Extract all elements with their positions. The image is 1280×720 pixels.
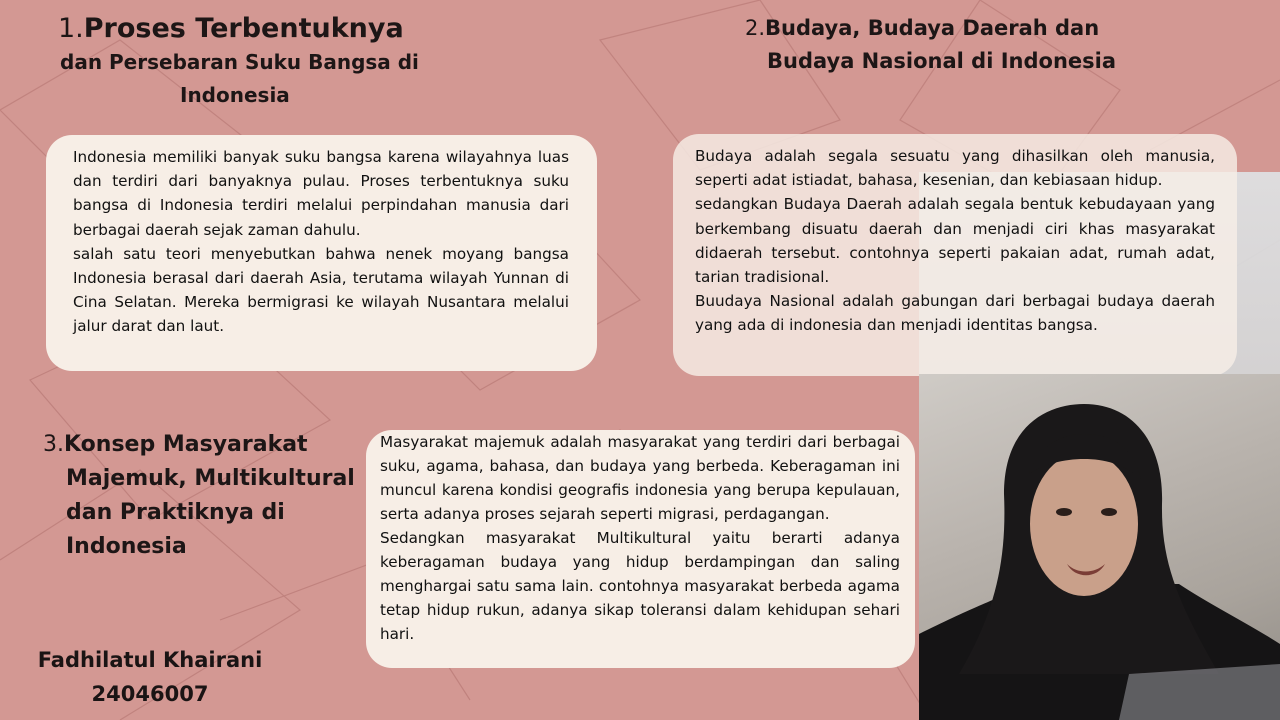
presenter-webcam [919, 374, 1280, 720]
section1-card [46, 135, 597, 371]
section1-paragraph1: Indonesia memiliki banyak suku bangsa karena wilayahnya luas dan terdiri dari banyaknya pulau. Proses terbentuknya suku bangsa di Indonesia terdiri melalui perpindahan manusia dari berbagai daerah sejak zaman dahulu. [73, 148, 569, 239]
section1-title-line1: Proses Terbentuknya [83, 13, 404, 44]
section1-title-line3: Indonesia [180, 83, 290, 107]
section3-title-line4: Indonesia [66, 534, 187, 559]
section3-card [366, 430, 915, 668]
author-name: Fadhilatul Khairani [37, 648, 263, 672]
author-id: 24046007 [91, 682, 209, 706]
section3-paragraph1: Masyarakat majemuk adalah masyarakat yang terdiri dari berbagai suku, agama, bahasa, dan budaya yang berbeda. Keberagaman ini muncul karena kondisi geografis indonesia yang berupa kepulauan, serta adanya proses sejarah seperti migrasi, perdagangan. [380, 433, 900, 523]
section3-title-line3: dan Praktiknya di [66, 500, 285, 525]
section1-number: 1. [58, 13, 84, 44]
presenter-figure [919, 374, 1280, 720]
section3-paragraph2: Sedangkan masyarakat Multikultural yaitu berarti adanya keberagaman budaya yang hidup berdampingan dan saling menghargai satu sama lain. contohnya masyarakat berbeda agama tetap hidup rukun, adanya sikap toleransi dalam kehidupan sehari hari. [380, 529, 900, 643]
section3-title [43, 428, 363, 564]
section3-number: 3. [43, 432, 64, 457]
section3-title-line2: Majemuk, Multikultural [66, 466, 355, 491]
section2-card [673, 134, 1237, 376]
section1-title-line2: dan Persebaran Suku Bangsa di [60, 50, 419, 74]
section2-title [745, 12, 1145, 78]
section2-title-line2: Budaya Nasional di Indonesia [767, 49, 1117, 73]
section2-paragraph2: sedangkan Budaya Daerah adalah segala bentuk kebudayaan yang berkembang disuatu daerah dan menjadi ciri khas masyarakat didaerah tersebut. contohnya seperti pakaian adat, rumah adat, tarian tradisional. [695, 195, 1215, 287]
section3-title-line1: Konsep Masyarakat [64, 432, 308, 457]
section2-title-line1: Budaya, Budaya Daerah dan [765, 16, 1100, 40]
section2-paragraph1: Budaya adalah segala sesuatu yang dihasilkan oleh manusia, seperti adat istiadat, bahasa, kesenian, dan kebiasaan hidup. [695, 147, 1215, 190]
section1-paragraph2: salah satu teori menyebutkan bahwa nenek moyang bangsa Indonesia berasal dari daerah Asia, terutama wilayah Yunnan di Cina Selatan. Mereka bermigrasi ke wilayah Nusantara melalui jalur darat dan laut. [73, 244, 569, 336]
section2-paragraph3: Buudaya Nasional adalah gabungan dari berbagai budaya daerah yang ada di indonesia dan menjadi identitas bangsa. [695, 292, 1215, 335]
section1-title [58, 12, 438, 111]
section2-number: 2. [745, 16, 766, 40]
